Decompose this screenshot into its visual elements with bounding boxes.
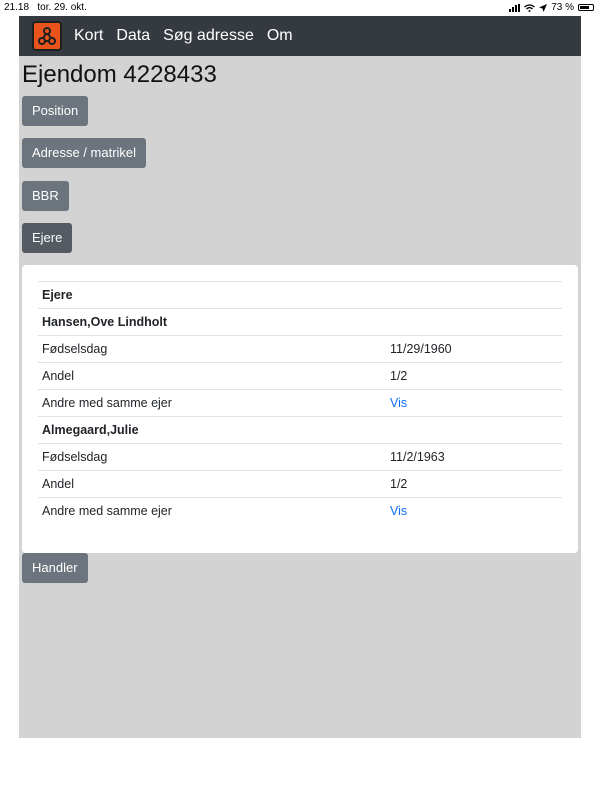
vis-link[interactable]: Vis	[390, 504, 408, 518]
table-row	[38, 282, 562, 309]
table-row	[38, 417, 562, 444]
owners-card	[22, 265, 578, 553]
status-time: 21.18	[4, 2, 30, 13]
app-logo-icon[interactable]	[32, 21, 62, 51]
table-row	[38, 309, 562, 336]
bbr-button[interactable]: BBR	[22, 181, 69, 211]
battery-icon	[578, 4, 594, 11]
share-value: 1/2	[386, 363, 562, 390]
table-row	[38, 444, 562, 471]
share-label: Andel	[38, 363, 386, 390]
wifi-icon	[524, 4, 535, 12]
location-arrow-icon	[539, 4, 547, 12]
adresse-matrikel-button[interactable]: Adresse / matrikel	[22, 138, 146, 168]
cellular-signal-icon	[509, 4, 520, 12]
table-row	[38, 390, 562, 417]
table-row	[38, 498, 562, 525]
ejere-button[interactable]: Ejere	[22, 223, 72, 253]
table-row	[38, 363, 562, 390]
nav-data[interactable]: Data	[116, 27, 151, 44]
birthday-label: Fødselsdag	[38, 336, 386, 363]
position-button[interactable]: Position	[22, 96, 88, 126]
others-label: Andre med samme ejer	[38, 498, 386, 525]
nav-kort[interactable]: Kort	[74, 27, 104, 44]
owners-table	[38, 281, 562, 524]
handler-button[interactable]: Handler	[22, 553, 88, 583]
table-row	[38, 336, 562, 363]
owner-name: Almegaard,Julie	[38, 417, 562, 444]
nav-soeg-adresse[interactable]: Søg adresse	[163, 27, 254, 44]
table-row	[38, 471, 562, 498]
share-label: Andel	[38, 471, 386, 498]
app-container	[19, 16, 581, 738]
page-title: Ejendom 4228433	[22, 61, 217, 88]
battery-percentage: 73 %	[551, 2, 574, 13]
status-date: tor. 29. okt.	[37, 2, 87, 13]
others-label: Andre med samme ejer	[38, 390, 386, 417]
share-value: 1/2	[386, 471, 562, 498]
birthday-value: 11/2/1963	[386, 444, 562, 471]
status-bar	[0, 0, 600, 16]
birthday-label: Fødselsdag	[38, 444, 386, 471]
navbar	[19, 16, 581, 56]
birthday-value: 11/29/1960	[386, 336, 562, 363]
nav-om[interactable]: Om	[266, 27, 293, 44]
owners-heading: Ejere	[38, 282, 562, 309]
owner-name: Hansen,Ove Lindholt	[38, 309, 562, 336]
vis-link[interactable]: Vis	[390, 396, 408, 410]
